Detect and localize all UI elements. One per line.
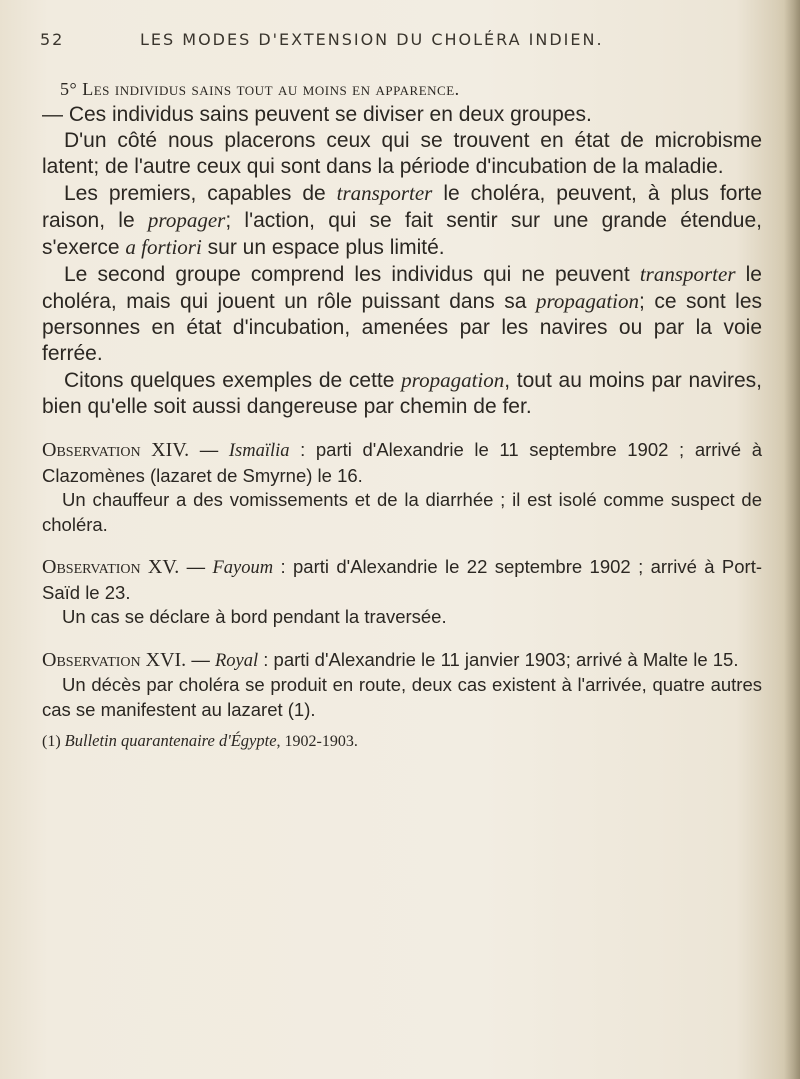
- paragraph-two-sides: D'un côté nous placerons ceux qui se trouvent en état de microbisme latent; de l'autre ceux qui sont dans la période d'incubation de la maladie.: [42, 129, 762, 178]
- page-edge-shadow: [784, 0, 800, 1079]
- section-heading: 5° Les individus sains tout au moins en apparence.: [60, 79, 460, 99]
- observation-detail: Un cas se déclare à bord pendant la traversée.: [62, 606, 447, 627]
- observation-xvi: [42, 648, 762, 723]
- text: le choléra, peuvent, à plus forte raison, le: [42, 182, 762, 232]
- text: Citons quelques exemples de cette: [64, 369, 402, 392]
- body-text: [42, 76, 762, 753]
- dash: —: [189, 439, 229, 460]
- text: ; ce sont les personnes en état d'incubation, amenées par les navires ou par la voie ferrée.: [42, 290, 762, 365]
- observation-heading: [42, 648, 762, 674]
- text: ; l'action, qui se fait sentir sur une grande étendue, s'exerce: [42, 209, 763, 259]
- footnote-title: Bulletin quarantenaire d'Égypte: [64, 731, 277, 750]
- observation-heading: [42, 555, 762, 605]
- observation-xiv: [42, 438, 762, 537]
- text: le choléra, mais qui jouent un rôle puissant dans sa: [42, 263, 762, 313]
- text: Les premiers, capables de: [64, 182, 337, 205]
- observation-label: Observation XIV.: [42, 439, 190, 461]
- observation-label: Observation XVI.: [42, 648, 187, 671]
- paragraph-second-group: [42, 261, 762, 367]
- dash: —: [179, 556, 213, 577]
- running-header: [40, 30, 760, 54]
- emphasis: transporter: [336, 181, 433, 205]
- footnote-rest: , 1902-1903.: [276, 733, 358, 750]
- observation-label: Observation XV.: [42, 556, 180, 578]
- observation-heading: [42, 438, 762, 488]
- main-section: [42, 76, 762, 420]
- route-text: : parti d'Alexandrie le 22 septembre 1902 ; arrivé à Port-Saïd le 23.: [42, 556, 763, 603]
- page-number: 52: [40, 30, 65, 49]
- footnote: [42, 730, 762, 753]
- paragraph-examples: [42, 367, 762, 420]
- emphasis: a fortiori: [125, 235, 202, 259]
- ship-name: Fayoum: [212, 558, 274, 578]
- running-title: LES MODES D'EXTENSION DU CHOLÉRA INDIEN.: [140, 30, 604, 49]
- emphasis: transporter: [639, 262, 736, 286]
- ship-name: Royal: [214, 650, 259, 671]
- footnote-marker: (1): [42, 733, 65, 750]
- dash: —: [186, 648, 215, 670]
- observation-detail: Un décès par choléra se produit en route, deux cas existent à l'arrivée, quatre autres cas se manifestent au lazaret (1).: [42, 674, 762, 720]
- observation-xv: [42, 555, 762, 630]
- paragraph-first-group: [42, 180, 762, 261]
- observation-detail: Un chauffeur a des vomissements et de la diarrhée ; il est isolé comme suspect de choléra.: [42, 489, 762, 535]
- text: , tout au moins par navires, bien qu'elle soit aussi dangereuse par chemin de fer.: [42, 369, 762, 418]
- emphasis: propagation: [535, 289, 639, 313]
- emphasis: propager: [147, 208, 226, 232]
- emphasis: propagation: [401, 368, 505, 392]
- route-text: : parti d'Alexandrie le 11 septembre 1902 ; arrivé à Clazomènes (lazaret de Smyrne) le 16.: [42, 439, 762, 486]
- paragraph-intro: — Ces individus sains peuvent se diviser en deux groupes.: [42, 103, 592, 126]
- text: sur un espace plus limité.: [201, 236, 445, 259]
- route-text: : parti d'Alexandrie le 11 janvier 1903; arrivé à Malte le 15.: [258, 648, 739, 670]
- text: Le second groupe comprend les individus qui ne peuvent: [64, 263, 640, 286]
- ship-name: Ismaïlia: [228, 441, 290, 461]
